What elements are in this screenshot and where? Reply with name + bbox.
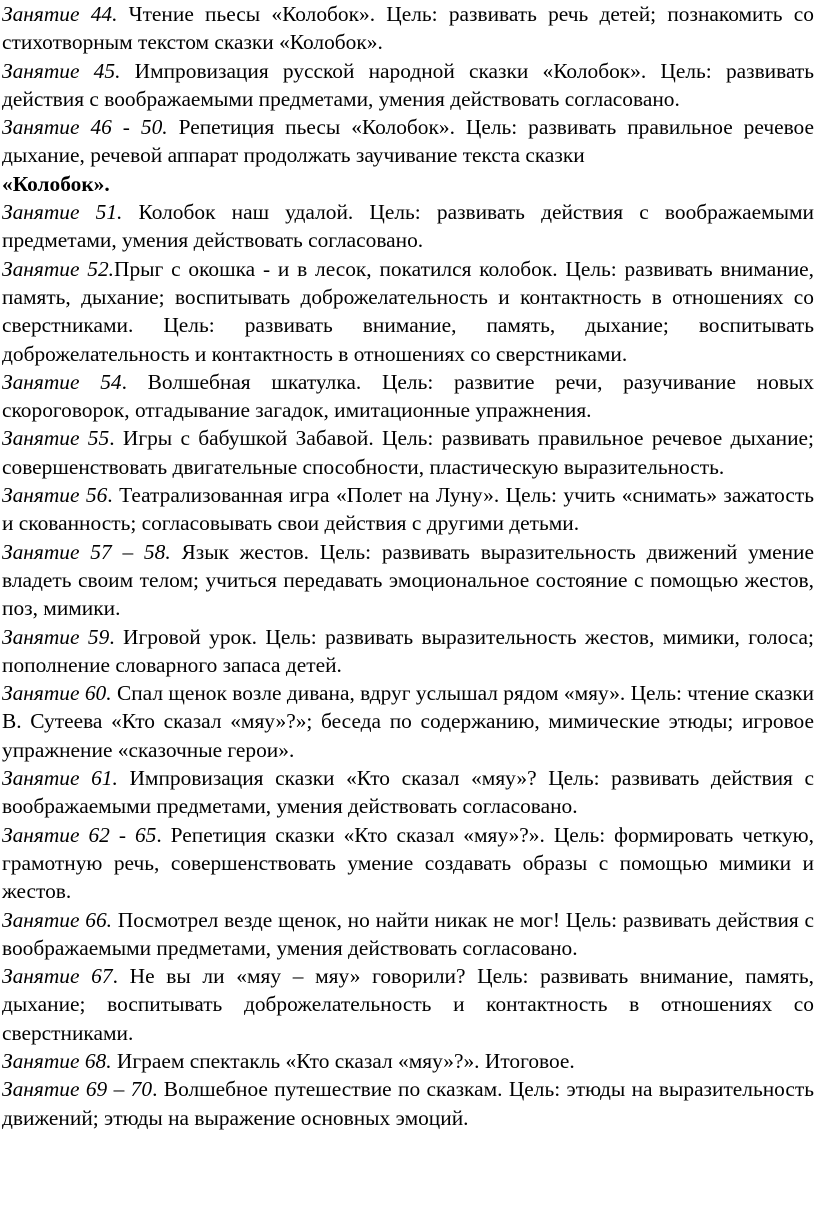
lesson-text: Репетиция пьесы «Колобок». Цель: развивать правильное речевое дыхание, речевой аппарат продолжать заучивание текста сказки bbox=[2, 115, 814, 168]
lesson-text: . Игры с бабушкой Забавой. Цель: развивать правильное речевое дыхание; совершенствовать двигательные способности, пластическую выразительность. bbox=[2, 426, 814, 479]
lesson-entry-60 bbox=[2, 679, 814, 764]
lesson-text: Чтение пьесы «Колобок». Цель: развивать речь детей; познакомить со стихотворным текстом сказки «Колобок». bbox=[2, 2, 814, 55]
lesson-label: Занятие 57 – 58. bbox=[2, 539, 171, 564]
lesson-label: Занятие 56 bbox=[2, 483, 108, 508]
lesson-text: . Не вы ли «мяу – мяу» говорили? Цель: развивать внимание, память, дыхание; воспитывать доброжелательность и контактность в отношениях со сверстниками. bbox=[2, 964, 815, 1045]
lesson-entry-51 bbox=[2, 198, 814, 255]
lesson-text: Прыг с окошка - и в лесок, покатился колобок. Цель: развивать внимание, память, дыхание; воспитывать доброжелательность и контактность в отношениях со сверстниками. Цель: развивать внимание, память, дыхание; воспитывать доброжелательность и контактность в отношениях со сверстниками. bbox=[2, 256, 814, 366]
lesson-label: Занятие 54 bbox=[2, 369, 122, 394]
lesson-entry-66 bbox=[2, 906, 814, 963]
lesson-label: Занятие 44. bbox=[2, 2, 118, 26]
lesson-label: Занятие 55 bbox=[2, 426, 110, 451]
lesson-label: Занятие 51. bbox=[2, 200, 123, 225]
lesson-text: Спал щенок возле дивана, вдруг услышал рядом «мяу». Цель: чтение сказки В. Сутеева «Кто сказал «мяу»?»; беседа по содержанию, мимические этюды; игровое упражнение «сказочные герои». bbox=[2, 681, 814, 762]
lesson-text: . Театрализованная игра «Полет на Луну». Цель: учить «снимать» зажатость и скованность; согласовывать свои действия с другими детьми. bbox=[2, 483, 814, 536]
lesson-entry-59 bbox=[2, 623, 814, 680]
lesson-entry-57-58 bbox=[2, 538, 814, 623]
lesson-label: Занятие 52. bbox=[2, 256, 115, 281]
lesson-text: Играем спектакль «Кто сказал «мяу»?». Итоговое. bbox=[111, 1048, 575, 1073]
lesson-label: Занятие 45. bbox=[2, 58, 121, 83]
lesson-entry-61 bbox=[2, 764, 814, 821]
lesson-text: . Волшебная шкатулка. Цель: развитие речи, разучивание новых скороговорок, отгадывание загадок, имитационные упражнения. bbox=[2, 369, 814, 423]
lesson-label: Занятие 69 – 70 bbox=[2, 1077, 153, 1102]
lesson-label: Занятие 59 bbox=[2, 624, 110, 649]
lesson-text: Посмотрел везде щенок, но найти никак не мог! Цель: развивать действия с воображаемыми предметами, умения действовать согласовано. bbox=[2, 907, 814, 960]
lesson-entry-46-50 bbox=[2, 113, 814, 198]
lesson-text: . Репетиция сказки «Кто сказал «мяу»?». Цель: формировать четкую, грамотную речь, совершенствовать умение создавать образы с помощью мимики и жестов. bbox=[2, 822, 814, 904]
lesson-label: Занятие 67 bbox=[2, 964, 113, 989]
lesson-entry-67 bbox=[2, 962, 814, 1047]
lesson-label: Занятие 60. bbox=[2, 681, 112, 706]
lesson-text: Импровизация русской народной сказки «Колобок». Цель: развивать действия с воображаемыми предметами, умения действовать согласовано. bbox=[2, 58, 814, 111]
lesson-entry-62-65 bbox=[2, 821, 814, 906]
lesson-text: Язык жестов. Цель: развивать выразительность движений умение владеть своим телом; учиться передавать эмоциональное состояние с помощью жестов, поз, мимики. bbox=[2, 539, 814, 621]
lesson-bold-title: «Колобок». bbox=[2, 171, 110, 196]
lesson-entry-45 bbox=[2, 57, 814, 114]
lesson-text: . Волшебное путешествие по сказкам. Цель: этюды на выразительность движений; этюды на выражение основных эмоций. bbox=[2, 1077, 815, 1130]
lesson-entry-55 bbox=[2, 424, 814, 481]
lesson-entry-52 bbox=[2, 255, 814, 368]
lesson-entry-54 bbox=[2, 368, 814, 425]
lesson-text: Колобок наш удалой. Цель: развивать действия с воображаемыми предметами, умения действовать согласовано. bbox=[2, 200, 814, 253]
lesson-label: Занятие 46 - 50. bbox=[2, 115, 168, 140]
lesson-entry-68 bbox=[2, 1047, 814, 1075]
lesson-entry-69-70 bbox=[2, 1075, 814, 1132]
lesson-text: . Игровой урок. Цель: развивать выразительность жестов, мимики, голоса; пополнение словарного запаса детей. bbox=[2, 624, 814, 677]
lesson-text: Импровизация сказки «Кто сказал «мяу»? Цель: развивать действия с воображаемыми предметами, умения действовать согласовано. bbox=[2, 766, 814, 819]
lesson-label: Занятие 61. bbox=[2, 766, 118, 791]
lesson-entry-44 bbox=[2, 0, 814, 57]
lesson-label: Занятие 62 - 65 bbox=[2, 822, 157, 847]
lesson-entry-56 bbox=[2, 481, 814, 538]
lesson-label: Занятие 66. bbox=[2, 907, 112, 932]
lesson-label: Занятие 68. bbox=[2, 1048, 112, 1073]
